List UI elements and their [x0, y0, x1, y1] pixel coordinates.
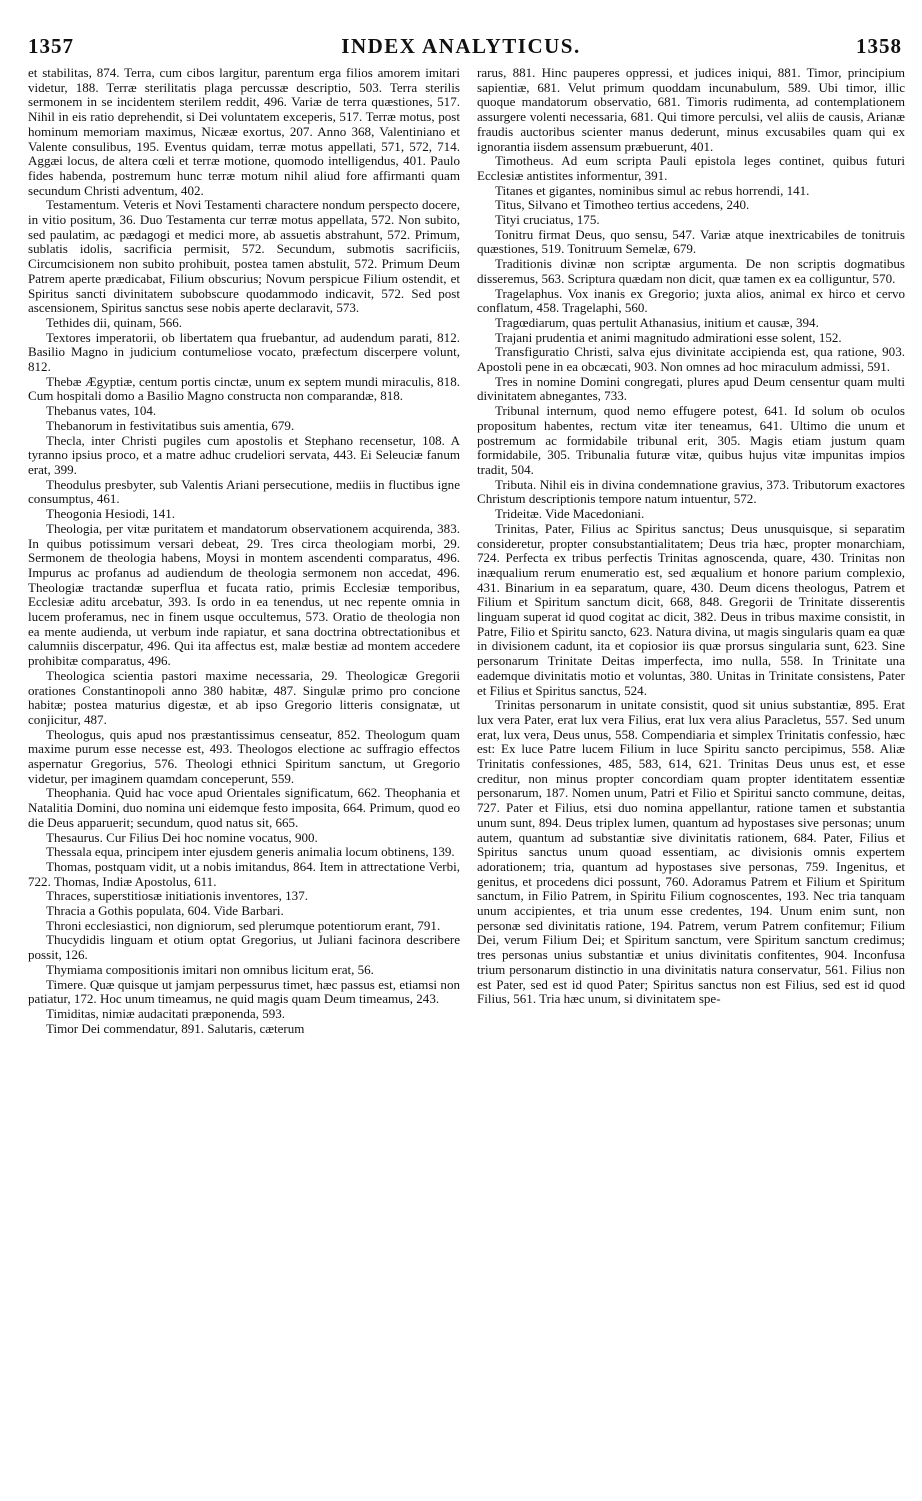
- index-entry: Timor Dei commendatur, 891. Salutaris, cæterum: [46, 1020, 305, 1036]
- index-entry: Thecla, inter Christi pugiles cum apostolis et Stephano recensetur, 108. A tyranno ipsius proco, et a matre adhuc crudeliori servata, 443. Ei Seleuciæ fanum erat, 399.: [28, 432, 460, 477]
- index-entry: Theophania. Quid hac voce apud Orientales significatum, 662. Theophania et Natalitia Domini, duo nomina uni eidemque festo imposita, 664. Primum, quod eo die Deus apparuerit; secundum, quod natus sit, 665.: [28, 785, 460, 830]
- page-number-left: 1357: [28, 34, 74, 58]
- index-entry: Tonitru firmat Deus, quo sensu, 547. Variæ atque inextricabiles de tonitruis quæstiones, 519. Tonitruum Semelæ, 679.: [477, 226, 905, 257]
- index-entry: Theodulus presbyter, sub Valentis Ariani persecutione, mediis in fluctibus igne consumptus, 461.: [28, 476, 460, 507]
- index-entry: rarus, 881. Hinc pauperes oppressi, et judices iniqui, 881. Timor, principium sapientiæ, 681. Velut primum quoddam incunabulum, 589. Ubi timor, illic quoque mandatorum observatio, 681. Timoris rudimenta, ad contemplationem assurgere volenti necessaria, 681. Qui timore perculsi, vel aliis de causis, Arianæ fraudis auctoribus scienter manus dederunt, minus excusabiles quam qui ex ignorantia iisdem assensum præbuerunt, 401.: [477, 66, 905, 154]
- index-entry: Thymiama compositionis imitari non omnibus licitum erat, 56.: [46, 961, 374, 977]
- index-entry: Thucydidis linguam et otium optat Gregorius, ut Juliani facinora describere possit, 126.: [28, 932, 460, 963]
- index-entry: Tityi cruciatus, 175.: [495, 212, 600, 228]
- index-entry: Throni ecclesiastici, non digniorum, sed plerumque potentiorum erant, 791.: [46, 917, 441, 933]
- index-entry: Transfiguratio Christi, salva ejus divinitate accipienda est, qua ratione, 903. Apostoli pene in ea obcæcati, 903. Non omnes ad hoc miraculum admissi, 591.: [477, 344, 905, 375]
- index-entry: Timotheus. Ad eum scripta Pauli epistola leges continet, quibus futuri Ecclesiæ antistites informentur, 391.: [477, 153, 905, 183]
- index-entry: Timiditas, nimiæ audacitati præponenda, 593.: [46, 1006, 286, 1021]
- index-entry: Thraces, superstitiosæ initiationis inventores, 137.: [46, 888, 308, 904]
- index-entry: et stabilitas, 874. Terra, cum cibos largitur, parentum erga filios amorem imitari videtur, 188. Terræ sterilitatis plaga percussæ descriptio, 503. Terra sterilis sermonem in se incidentem sterilem reddit, 496. Variæ de terra quæstiones, 517. Nihil in eis ratio deprehendit, si Dei voluntatem exceperis, 517. Terræ motus, post hominum memoriam maximus, Nicææ exortus, 207. Anno 368, Valentiniano et Valente consulibus, 195. Eventus quidam, terræ motus appellati, 571, 572, 714. Aggæi locus, de altera cœli et terræ motione, quomodo intelligendus, 401. Paulo fides habenda, postremum hunc terræ motum nihil aliud fore affirmanti quam secundum Christi adventum, 402.: [28, 66, 460, 198]
- index-entry: Thebæ Ægyptiæ, centum portis cinctæ, unum ex septem mundi miraculis, 818. Cum hospitali domo a Basilio Magno constructa non comparandæ, 818.: [28, 373, 460, 404]
- index-entry: Timere. Quæ quisque ut jamjam perpessurus timet, hæc passus est, etiamsi non patiatur, 172. Hoc unum timeamus, ne quid magis quam Deum timeamus, 243.: [28, 976, 460, 1007]
- index-entry: Trinitas personarum in unitate consistit, quod sit unius substantiæ, 895. Erat lux vera Pater, erat lux vera Filius, erat lux vera alius Paracletus, 557. Sed unum erat, lux vera, Deus unus, 558. Compendiaria et simplex Trinitatis confessio, hæc est: Ex luce Patre lucem Filium in luce Spiritu sancto percipimus, 558. Aliæ Trinitatis confessiones, 485, 583, 614, 621. Trinitas Deus unus est, et esse creditur, non minus propter concordiam quam propter identitatem essentiæ personarum, 187. Nomen unum, Patri et Filio et Spiritui sancto commune, deitas, 727. Pater et Filius, etsi duo nomina appellantur, ratione tamen et substantia unum sunt, 894. Deus triplex lumen, quantum ad hypostases sive personas; unum autem, quantum ad substantiæ sive divinitatis rationem, 684. Pater, Filius et Spiritus sanctus unum quoad essentiam, ac divisionis omnis expertem adorationem; tria, quantum ad hypostases sive personas, 759. Ingenitus, et genitus, et procedens dici possunt, 760. Adoramus Patrem et Filium et Spiritum sanctum, in Filio Patrem, in Spiritu Filium cognoscentes, 193. Nec tria tanquam unum accipientes, et tria unum esse credentes, 194. Unum enim sunt, non personæ sed divinitatis ratione, 194. Patrem, verum Patrem confitemur; Filium Dei, verum Filium Dei; et Spiritum sanctum, vere Spiritum sanctum credimus; tres personas unius substantiæ et unius divinitatis confitentes, 904. Inconfusa trium personarum distinctio in una divinitatis natura conservatur, 561. Filius non est Pater, sed est id quod Pater; Spiritus sanctus non est Filius, sed est id quod Filius, 561. Tria hæc unum, si divinitatem spe-: [477, 697, 905, 1007]
- index-entry: Theologica scientia pastori maxime necessaria, 29. Theologicæ Gregorii orationes Constantinopoli anno 380 habitæ, 487. Singulæ primo pro concione habitæ; postea maturius digestæ, et ab ipso Gregorio litteris consignatæ, ut conjicitur, 487.: [28, 667, 460, 727]
- index-entry: Tribunal internum, quod nemo effugere potest, 641. Id solum ob oculos propositum habentes, rectum vitæ iter teneamus, 641. Ultimo die unum et postremum ac formidabile tribunal erit, 305. Magis etiam justum quam formidabile, 305. Tribunalia futuræ vitæ, quibus hujus vitæ impunitas impios tradit, 504.: [477, 403, 905, 477]
- index-entry: Textores imperatorii, ob libertatem qua fruebantur, ad audendum parati, 812. Basilio Magno in judicium contumeliose vocato, præfectum discerpere volunt, 812.: [28, 329, 460, 375]
- index-entry: Thebanus vates, 104.: [46, 403, 157, 419]
- page-title: INDEX ANALYTICUS.: [341, 34, 581, 58]
- index-entry: Tethides dii, quinam, 566.: [46, 314, 183, 330]
- index-entry: Titus, Silvano et Timotheo tertius accedens, 240.: [495, 197, 750, 213]
- index-entry: Tributa. Nihil eis in divina condemnatione gravius, 373. Tributorum exactores Christum descriptionis tempore natum intuentur, 572.: [477, 476, 905, 507]
- running-header: [0, 0, 922, 64]
- index-entry: Thessala equa, principem inter ejusdem generis animalia locum obtinens, 139.: [46, 844, 455, 860]
- index-entry: Tragœdiarum, quas pertulit Athanasius, initium et causæ, 394.: [495, 314, 819, 330]
- index-entry: Thesaurus. Cur Filius Dei hoc nomine vocatus, 900.: [46, 829, 318, 845]
- index-entry: Trinitas, Pater, Filius ac Spiritus sanctus; Deus unusquisque, si separatim consideretur, propter consubstantialitatem; Deus tria hæc, propter monarchiam, 724. Perfecta ex tribus perfectis Trinitas agnoscenda, quare, 430. Trinitas non inæqualium rerum enumeratio est, sed æqualium et honore parium complexio, 431. Binarium in ea separatum, quare, 430. Deum dicens theologus, Patrem et Filium et Spiritum sanctum dicit, 668, 848. Gregorii de Trinitate disserentis linguam superat id quod cogitat ac dicit, 382. Deus in tribus maxime consistit, in Patre, Filio et Spiritu sancto, 623. Natura divina, ut magis singularis quam ea quæ in divisionem cadunt, ita et copiosior iis quæ prorsus singularia sunt, 623. Sine personarum Trinitate Deitas imperfecta, imo nulla, 558. In Trinitate una eademque divinitatis motio et voluntas, 380. Unitas in Trinitate consistens, Pater et Filius et Spiritus sanctus, 524.: [477, 520, 905, 698]
- index-entry: Tres in nomine Domini congregati, plures apud Deum censentur quam multi divinitatem abnegantes, 733.: [477, 373, 905, 404]
- index-entry: Trideitæ. Vide Macedoniani.: [495, 506, 645, 522]
- index-entry: Theologus, quis apud nos præstantissimus censeatur, 852. Theologum quam maxime purum esse necesse est, 493. Theologos electione ac suffragio effectos aspernatur Gregorius, 576. Theologi ethnici Spiritum sanctum, ut Gregorio videtur, per imaginem quamdam conceperunt, 559.: [28, 726, 460, 786]
- index-column-left: [28, 66, 460, 1493]
- index-entry: Theologia, per vitæ puritatem et mandatorum observationem acquirenda, 383. In quibus potissimum versari debeat, 29. Tres circa theologiam morbi, 29. Sermonem de theologia habens, Moysi in montem ascendenti comparatus, 496. Impurus ac profanus ad audiendum de theologia sermonem non accedat, 496. Theologiæ tractandæ superflua et fucata ratio, primis Ecclesiæ temporibus, Ecclesiæ aditu arcebatur, 393. Is ordo in ea tenendus, ut nec repente omnia in lucem proferamus, nec in finem usque occultemus, 573. Oratio de theologia non ea mente audienda, ut verbum inde rapiatur, et sana doctrina obtrectationibus et calumniis discerpatur, 496. Qui ita affectus est, malæ bestiæ ad montem accedere prohibitæ comparatus, 496.: [28, 520, 460, 669]
- index-entry: Theogonia Hesiodi, 141.: [46, 506, 175, 522]
- index-entry: Tragelaphus. Vox inanis ex Gregorio; juxta alios, animal ex hirco et cervo conflatum, 458. Tragelaphi, 560.: [477, 285, 905, 316]
- index-entry: Thebanorum in festivitatibus suis amentia, 679.: [46, 417, 295, 433]
- page-number-right: 1358: [856, 34, 902, 58]
- index-entry: Titanes et gigantes, nominibus simul ac rebus horrendi, 141.: [495, 182, 810, 198]
- index-entry: Trajani prudentia et animi magnitudo admirationi esse solent, 152.: [495, 329, 842, 345]
- index-entry: Thracia a Gothis populata, 604. Vide Barbari.: [46, 903, 284, 919]
- index-entry: Thomas, postquam vidit, ut a nobis imitandus, 864. Item in attrectatione Verbi, 722. Thomas, Indiæ Apostolus, 611.: [28, 858, 460, 889]
- index-entry: Traditionis divinæ non scriptæ argumenta. De non scriptis dogmatibus disseremus, 563. Scriptura quædam non dicit, quæ tamen ex ea colliguntur, 570.: [477, 256, 905, 286]
- index-column-right: [477, 66, 905, 1493]
- index-entry: Testamentum. Veteris et Novi Testamenti charactere nondum perspecto docere, in vitio positum, 36. Duo Testamenta cur terræ motus appellata, 572. Non subito, sed paulatim, ac pædagogi et medici more, ab assuetis abstrahunt, 572. Primum, sublatis idolis, sacrificia permisit, 572. Secundum, submotis sacrificiis, Circumcisionem non subito prohibuit, postea tamen abstulit, 572. Primum Deum Patrem aperte prædicabat, Filium obscurius; Novum perspicue Filium ostendit, et Spiritus sancti divinitatem subobscure quodammodo indicavit, 572. Sed post ascensionem, Spiritus sanctus sese nobis aperte declaravit, 573.: [28, 197, 460, 316]
